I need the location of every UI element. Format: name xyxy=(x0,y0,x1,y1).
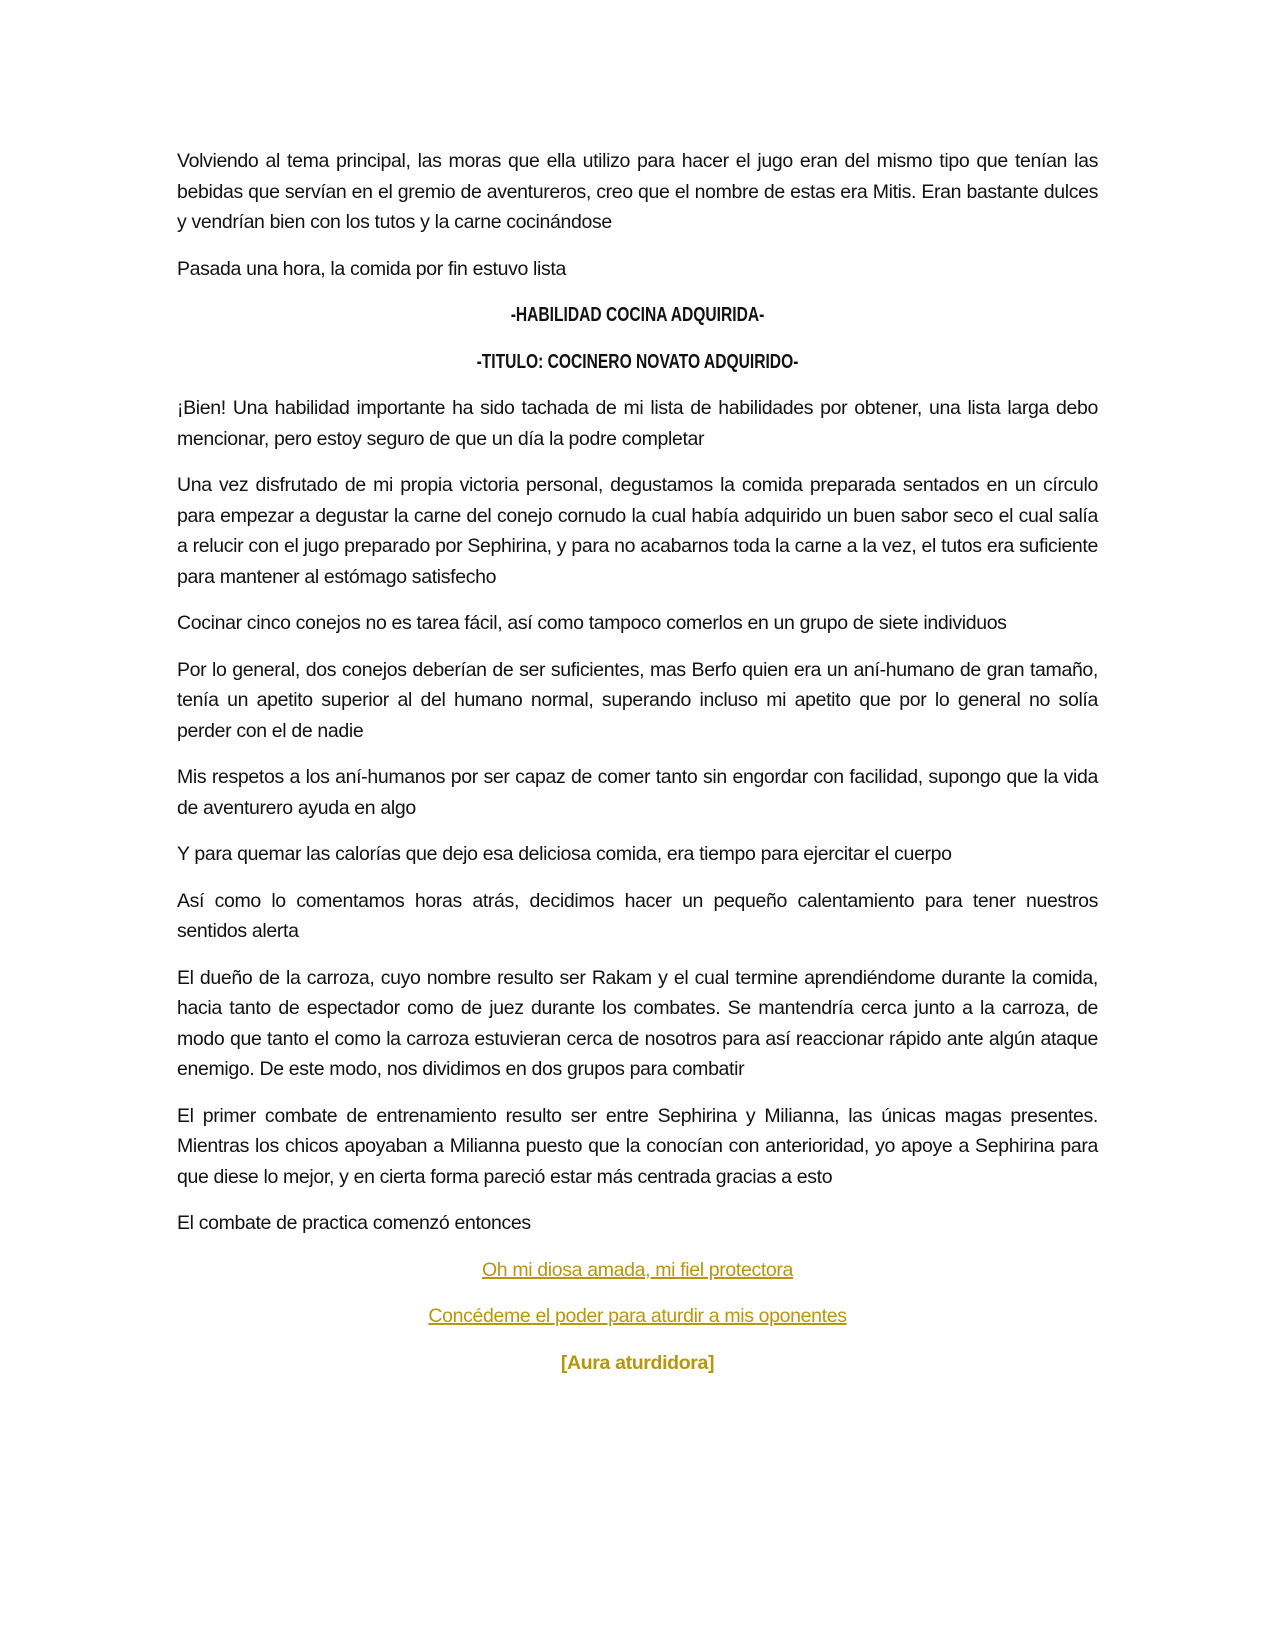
paragraph: El primer combate de entrenamiento resulto ser entre Sephirina y Milianna, las únicas magas presentes. Mientras los chicos apoyaban a Milianna puesto que la conocían con anterioridad, yo apoye a Sephirina para que diese lo mejor, y en cierta forma pareció estar más centrada gracias a esto xyxy=(177,1104,1098,1188)
paragraph: Una vez disfrutado de mi propia victoria personal, degustamos la comida preparada sentados en un círculo para empezar a degustar la carne del conejo cornudo la cual había adquirido un buen sabor seco el cual salía a relucir con el jugo preparado por Sephirina, y para no acabarnos toda la carne a la vez, el tutos era suficiente para mantener al estómago satisfecho xyxy=(177,474,1098,588)
paragraph: El combate de practica comenzó entonces xyxy=(177,1212,531,1234)
paragraph: Por lo general, dos conejos deberían de ser suficientes, mas Berfo quien era un aní-humano de gran tamaño, tenía un apetito superior al del humano normal, superando incluso mi apetito que por lo general no solía perder con el de nadie xyxy=(177,658,1098,742)
paragraph: Cocinar cinco conejos no es tarea fácil, así como tampoco comerlos en un grupo de siete individuos xyxy=(177,612,1007,634)
paragraph: Y para quemar las calorías que dejo esa deliciosa comida, era tiempo para ejercitar el cuerpo xyxy=(177,843,952,865)
document-page xyxy=(177,146,1098,1394)
chant-line: Concédeme el poder para aturdir a mis oponentes xyxy=(428,1305,847,1327)
spell-name: [Aura aturdidora] xyxy=(560,1351,715,1374)
title-heading: -TITULO: COCINERO NOVATO ADQUIRIDO- xyxy=(476,350,799,373)
skill-heading: -HABILIDAD COCINA ADQUIRIDA- xyxy=(510,304,765,326)
paragraph: ¡Bien! Una habilidad importante ha sido tachada de mi lista de habilidades por obtener, una lista larga debo mencionar, pero estoy seguro de que un día la podre completar xyxy=(177,397,1098,450)
paragraph: El dueño de la carroza, cuyo nombre resulto ser Rakam y el cual termine aprendiéndome durante la comida, hacia tanto de espectador como de juez durante los combates. Se mantendría cerca junto a la carroza, de modo que tanto el como la carroza estuvieran cerca de nosotros para así reaccionar rápido ante algún ataque enemigo. De este modo, nos dividimos en dos grupos para combatir xyxy=(177,966,1098,1080)
chant-line: Oh mi diosa amada, mi fiel protectora xyxy=(481,1258,794,1281)
paragraph: Mis respetos a los aní-humanos por ser capaz de comer tanto sin engordar con facilidad, supongo que la vida de aventurero ayuda en algo xyxy=(177,766,1098,819)
paragraph: Pasada una hora, la comida por fin estuvo lista xyxy=(177,257,566,280)
paragraph: Así como lo comentamos horas atrás, decidimos hacer un pequeño calentamiento para tener nuestros sentidos alerta xyxy=(177,889,1098,942)
paragraph: Volviendo al tema principal, las moras que ella utilizo para hacer el jugo eran del mismo tipo que tenían las bebidas que servían en el gremio de aventureros, creo que el nombre de estas era Mitis. Eran bastante dulces y vendrían bien con los tutos y la carne cocinándose xyxy=(177,150,1098,233)
